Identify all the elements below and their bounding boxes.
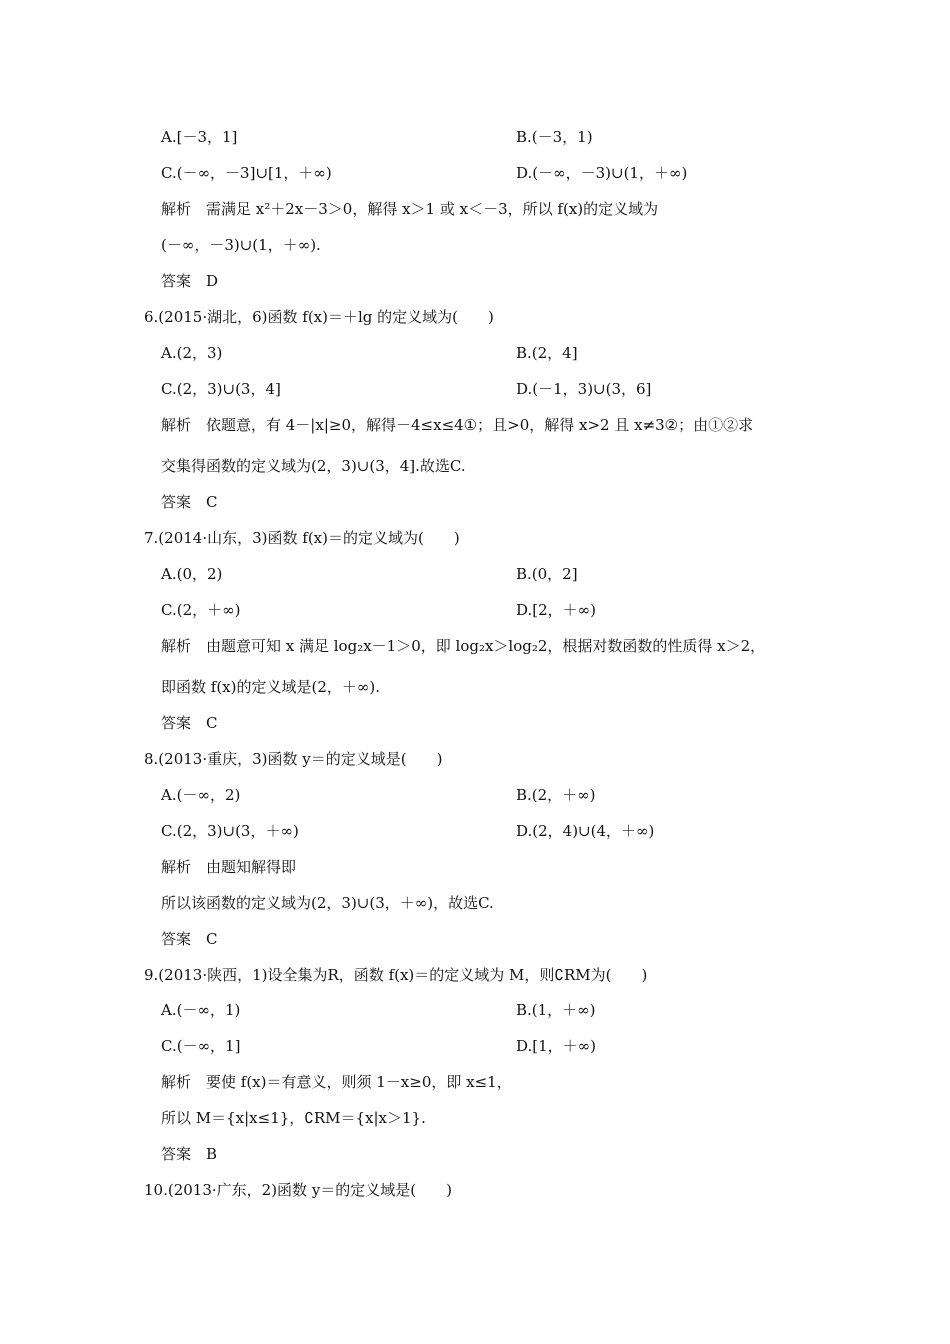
q7-analysis-line1: 解析 由题意可知 x 满足 log₂x－1＞0，即 log₂x＞log₂2，根据对数函数的性质得 x＞2， [161,637,766,655]
q9-option-c: C.(－∞，1] [161,1037,241,1055]
q7-option-a: A.(0，2) [161,565,223,583]
q7-option-d: D.[2，＋∞) [516,601,597,619]
q6-option-d: D.(－1，3)∪(3，6] [516,380,652,398]
q5-analysis-line1: 解析 需满足 x²＋2x－3＞0，解得 x＞1 或 x＜－3，所以 f(x)的定义域为 [161,200,659,218]
q7-analysis-line2: 即函数 f(x)的定义域是(2，＋∞). [161,678,380,696]
q6-answer: 答案 C [161,493,218,511]
q9-answer: 答案 B [161,1145,218,1163]
q5-option-d: D.(－∞，－3)∪(1，＋∞) [516,164,688,182]
q8-analysis-line2: 所以该函数的定义域为(2，3)∪(3，＋∞)，故选C. [161,894,494,912]
q10-stem: 10.(2013·广东，2)函数 y＝的定义域是( ) [144,1181,452,1199]
q9-analysis-line2: 所以 M＝{x|x≤1}，∁RM＝{x|x＞1}. [161,1109,426,1127]
q6-option-a: A.(2，3) [161,344,223,362]
q8-option-d: D.(2，4)∪(4，＋∞) [516,822,655,840]
q8-option-b: B.(2，＋∞) [516,786,596,804]
q8-option-a: A.(－∞，2) [161,786,241,804]
q7-option-c: C.(2，＋∞) [161,601,241,619]
q6-analysis-line2: 交集得函数的定义域为(2，3)∪(3，4].故选C. [161,457,466,475]
q5-analysis-line2: (－∞，－3)∪(1，＋∞). [161,236,321,254]
q9-option-a: A.(－∞，1) [161,1001,241,1019]
q8-analysis-line1: 解析 由题知解得即 [161,858,297,876]
q5-answer: 答案 D [161,272,219,290]
q7-option-b: B.(0，2] [516,565,578,583]
q6-option-c: C.(2，3)∪(3，4] [161,380,281,398]
q5-option-c: C.(－∞，－3]∪[1，＋∞) [161,164,332,182]
q9-analysis-line1: 解析 要使 f(x)＝有意义，则须 1－x≥0，即 x≤1， [161,1073,512,1091]
q9-option-b: B.(1，＋∞) [516,1001,596,1019]
q6-option-b: B.(2，4] [516,344,578,362]
q6-analysis-line1: 解析 依题意，有 4－|x|≥0，解得－4≤x≤4①；且>0，解得 x>2 且 x≠3②；由①②求 [161,416,754,434]
q7-answer: 答案 C [161,714,218,732]
q7-stem: 7.(2014·山东，3)函数 f(x)＝的定义域为( ) [144,529,460,547]
q9-stem: 9.(2013·陕西，1)设全集为R，函数 f(x)＝的定义域为 M，则∁RM为( ) [144,966,648,984]
q6-stem: 6.(2015·湖北，6)函数 f(x)＝＋lg 的定义域为( ) [144,308,494,326]
q5-option-a: A.[－3，1] [161,128,238,146]
q8-stem: 8.(2013·重庆，3)函数 y＝的定义域是( ) [144,750,443,768]
q8-option-c: C.(2，3)∪(3，＋∞) [161,822,299,840]
q5-option-b: B.(－3，1) [516,128,593,146]
q9-option-d: D.[1，＋∞) [516,1037,597,1055]
q8-answer: 答案 C [161,930,218,948]
